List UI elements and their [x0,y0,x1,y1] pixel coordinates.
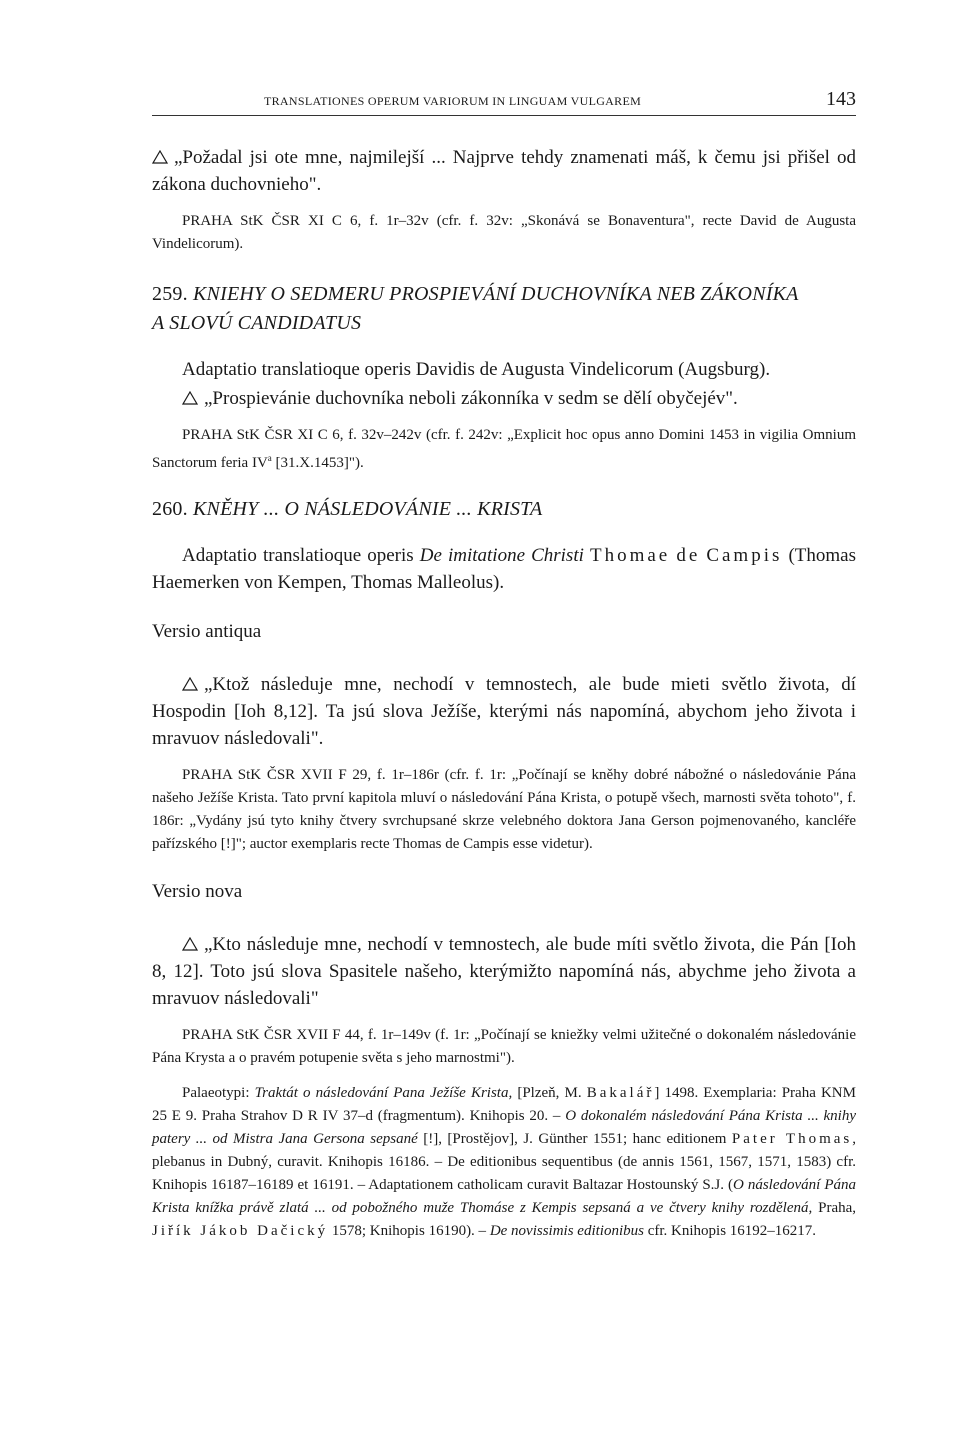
prev-incipit: „Požadal jsi ote mne, najmilejší ... Najprve tehdy znamenati máš, k čemu jsi přišel od zákona duchovnieho". [152,147,856,195]
nova-manuscript: PRAHA StK ČSR XVII F 44, f. 1r–149v (f. 1r: „Počínají se kniežky velmi užitečné o dokonalém následovánie Pána Krysta a o pravém potupenie světa s jeho marnostmi"). [152,1027,856,1066]
entry-259-adaptatio: Adaptatio translatioque operis Davidis de Augusta Vindelicorum (Augsburg). [182,359,771,380]
work-title: De imitatione Christi [419,545,584,566]
entry-260-heading [152,495,856,524]
entry-259-manuscript: PRAHA StK ČSR XI C 6, f. 32v–242v (cfr. f. 242v: „Explicit hoc opus anno Domini 1453 in vigilia Omnium Sanctorum feria $IV^a$ [31.X.1453]"). [152,427,856,471]
triangle-icon [182,391,198,405]
triangle-icon [152,150,168,164]
entry-260-adaptatio: Adaptatio translatioque operis De imitatione Christi Thomae de Campis (Thomas Haemerken von Kempen, Thomas Malleolus). [152,545,857,593]
entry-259-number: 259. [152,283,188,305]
entry-260-number: 260. [152,498,188,520]
entry-259-heading [152,280,856,338]
entry-259-incipit: „Prospievánie duchovníka neboli zákonníka v sedm se dělí obyčejév". [152,385,856,412]
prev-manuscript: PRAHA StK ČSR XI C 6, f. 1r–32v (cfr. f. 32v: „Skonává se Bonaventura", recte David de Augusta Vindelicorum). [152,213,856,252]
antiqua-manuscript: PRAHA StK ČSR XVII F 29, f. 1r–186r (cfr. f. 1r: „Počínají se kněhy dobré nábožné o následovánie Pána našeho Ježíše Krista. Tato první kapitola mluví o následování Pána Krista, o potupě všech, marnosti světa tohoto", f. 186r: „Vydány jsú tyto knihy čtvery svrchupsané skrze velebného doktora Jana Gerson pojmenovaného, kancléře pařízského [!]"; auctor exemplaris recte Thomas de Campis esse videtur). [152,767,856,852]
antiqua-incipit: „Ktož následuje mne, nechodí v temnostech, ale bude mieti světlo života, dí Hospodin [Ioh 8,12]. Ta jsú slova Ježíše, kterými nás napomíná, abychom jeho života i mravuov následovali". [152,674,856,749]
running-head [152,88,856,116]
palaeotypi: Palaeotypi: Traktát o následování Pana Ježíše Krista, [Plzeň, M. Bakalář] 1498. Exemplaria: Praha KNM 25 E 9. Praha Strahov D R IV 37–d (fragmentum). Knihopis 20. – O dokonalém následování Pána Krista ... knihy patery ... od Mistra Jana Gersona sepsané [!], [Prostějov], J. Günther 1551; hanc editionem Pater Thomas, plebanus in Dubný, curavit. Knihopis 16186. – De editionibus sequentibus (de annis 1561, 1567, 1571, 1583) cfr. Knihopis 16187–16189 et 16191. – Adaptationem catholicam curavit Baltazar Hostounský S.J. (O následování Pána Krista knížka právě zlatá ... od pobožného muže Thomáse z Kempis sepsaná a ve čtvery knihy rozdělená, Praha, Jiřík Jákob Dačický 1578; Knihopis 16190). – De novissimis editionibus cfr. Knihopis 16192–16217. [152,1085,857,1239]
entry-259-title-1: KNIEHY O SEDMERU PROSPIEVÁNÍ DUCHOVNÍKA NEB ZÁKONÍKA [193,283,799,305]
versio-nova-label: Versio nova [152,881,243,902]
entry-259-title-2: A SLOVÚ CANDIDATUS [152,312,362,334]
versio-antiqua-label: Versio antiqua [152,621,262,642]
running-title: TRANSLATIONES OPERUM VARIORUM IN LINGUAM VULGAREM [264,94,642,108]
page [152,88,856,1243]
entry-260-title: KNĚHY ... O NÁSLEDOVÁNIE ... KRISTA [193,498,543,520]
triangle-icon [182,677,198,691]
page-number: 143 [826,88,856,110]
triangle-icon [182,937,198,951]
nova-incipit: „Kto následuje mne, nechodí v temnostech, ale bude míti světlo života, die Pán [Ioh 8, 12]. Toto jsú slova Spasitele našeho, kterýmižto napomíná nás, abychme jeho života a mravuov následovali" [152,934,856,1009]
